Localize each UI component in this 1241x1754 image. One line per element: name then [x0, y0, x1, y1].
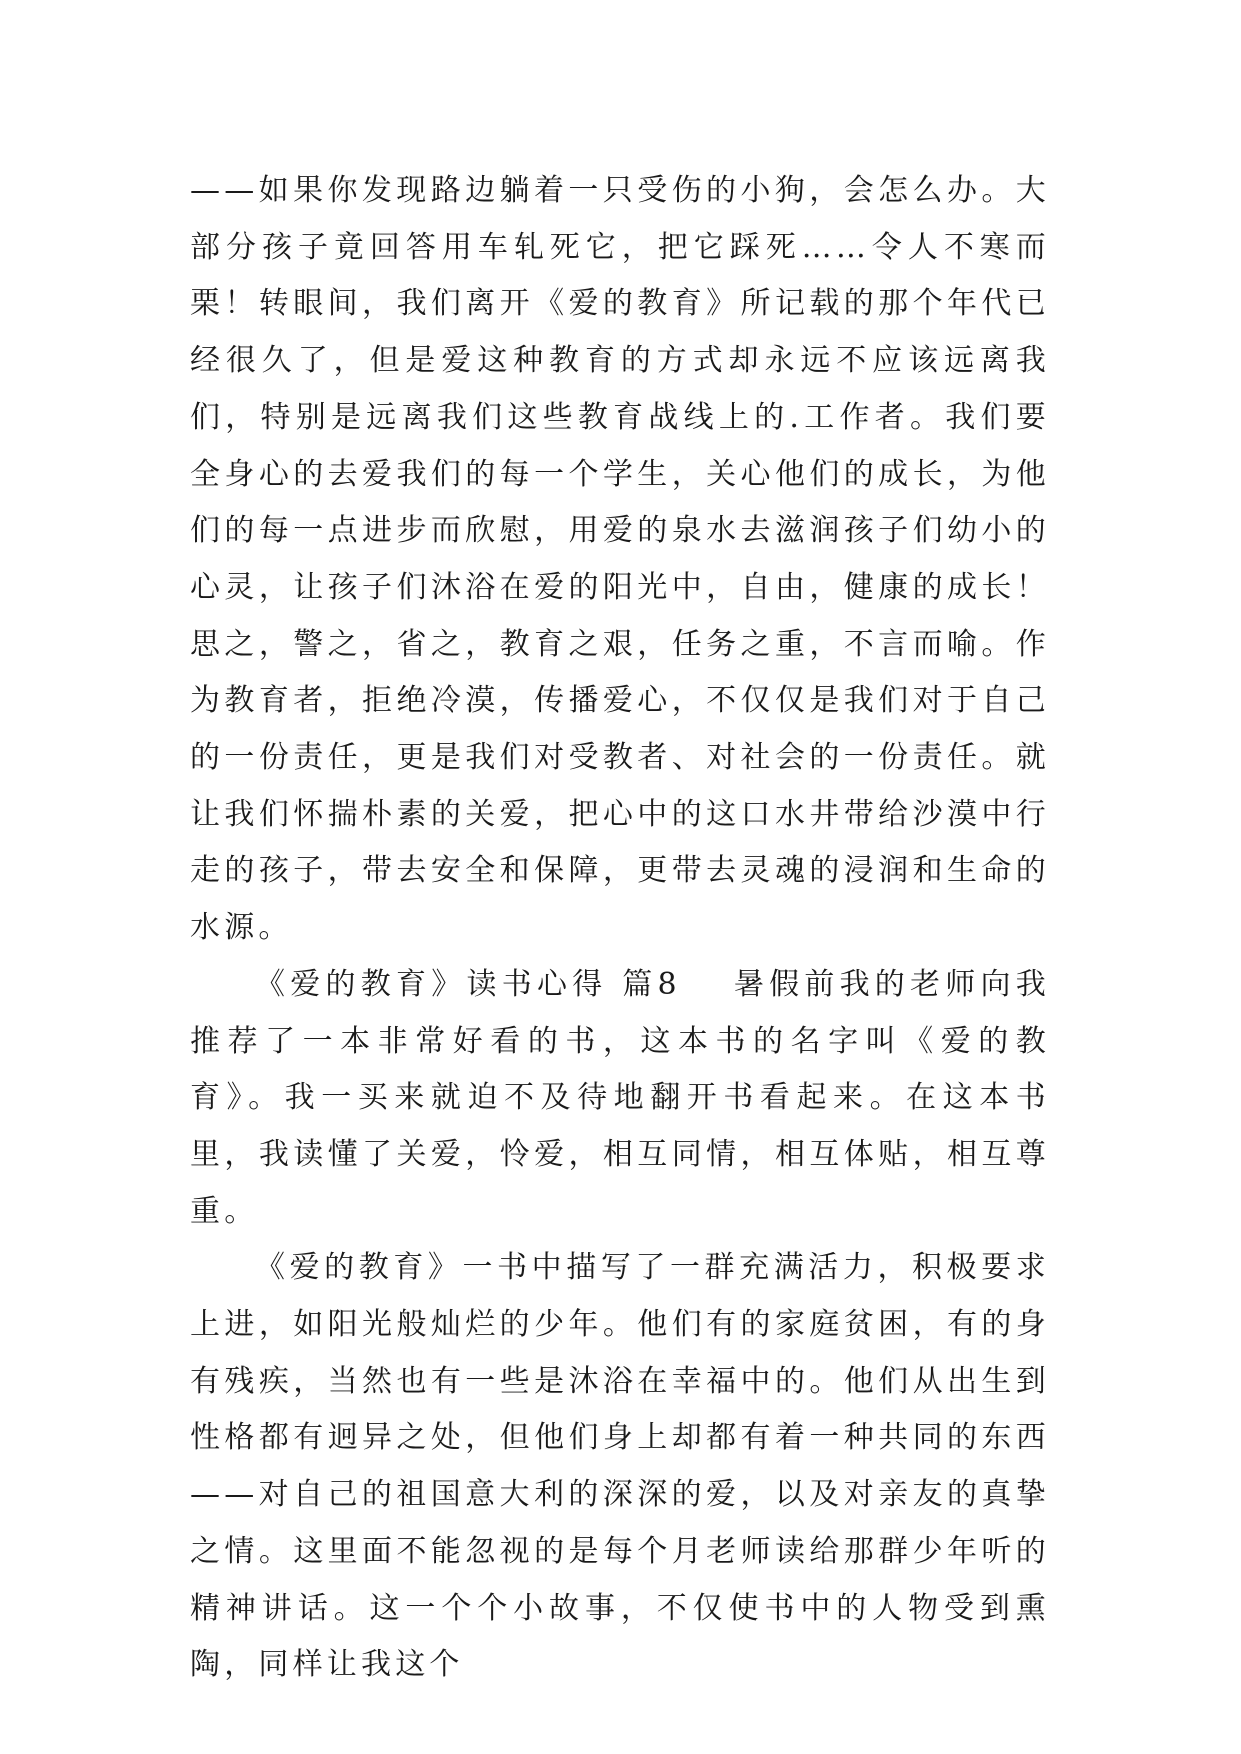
paragraph-book-description: 《爱的教育》一书中描写了一群充满活力，积极要求上进，如阳光般灿烂的少年。他们有的家庭贫困，有的身有残疾，当然也有一些是沐浴在幸福中的。他们从出生到性格都有迥异之处，但他们身上却都有着一种共同的东西——对自己的祖国意大利的深深的爱，以及对亲友的真挚之情。这里面不能忽视的是每个月老师读给那群少年听的精神讲话。这一个个小故事，不仅使书中的人物受到熏陶，同样让我这个 — [190, 1250, 1050, 1683]
paragraph-text: 暑假前我的老师向我推荐了一本非常好看的书，这本书的名字叫《爱的教育》。我一买来就迫不及待地翻开书看起来。在这本书里，我读懂了关爱，怜爱，相互同情，相互体贴，相互尊重。 — [190, 966, 1050, 1229]
document-page — [190, 163, 1050, 1694]
section-heading: 《爱的教育》读书心得 篇8 — [255, 966, 681, 1002]
paragraph-section-8 — [190, 957, 1050, 1241]
paragraph-continuation: ——如果你发现路边躺着一只受伤的小狗，会怎么办。大部分孩子竟回答用车轧死它，把它踩死……令人不寒而栗！转眼间，我们离开《爱的教育》所记载的那个年代已经很久了，但是爱这种教育的方式却永远不应该远离我们，特别是远离我们这些教育战线上的.工作者。我们要全身心的去爱我们的每一个学生，关心他们的成长，为他们的每一点进步而欣慰，用爱的泉水去滋润孩子们幼小的心灵，让孩子们沐浴在爱的阳光中，自由，健康的成长！思之，警之，省之，教育之艰，任务之重，不言而喻。作为教育者，拒绝冷漠，传播爱心，不仅仅是我们对于自己的一份责任，更是我们对受教者、对社会的一份责任。就让我们怀揣朴素的关爱，把心中的这口水井带给沙漠中行走的孩子，带去安全和保障，更带去灵魂的浸润和生命的水源。 — [190, 173, 1050, 946]
